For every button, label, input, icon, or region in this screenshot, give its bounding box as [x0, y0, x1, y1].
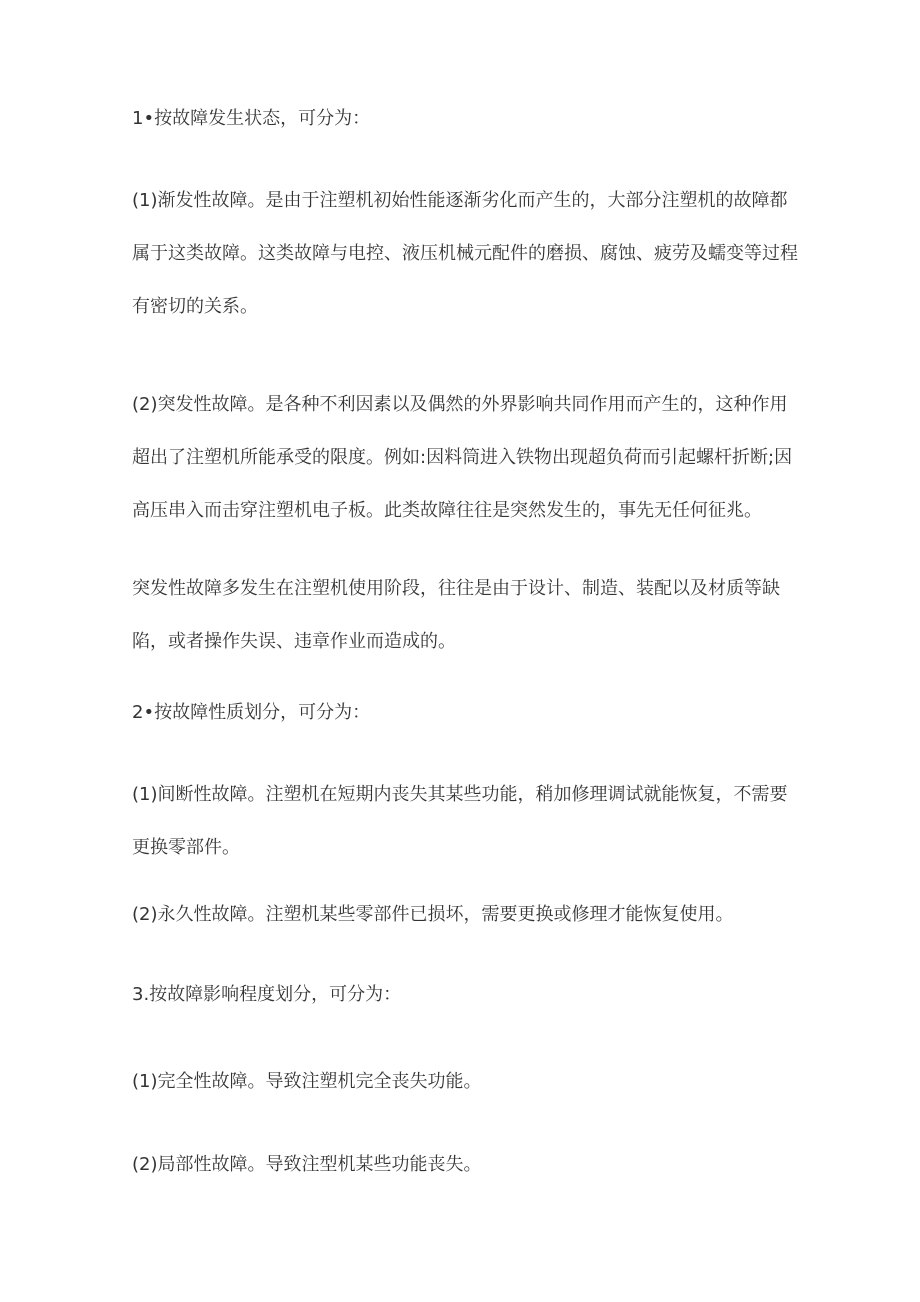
paragraph-intermittent-failure: (1)间断性故障。注塑机在短期内丧失其某些功能，稍加修理调试就能恢复，不需要更换零部件。: [132, 784, 788, 858]
paragraph-complete-failure: (1)完全性故障。导致注塑机完全丧失功能。: [132, 1071, 482, 1092]
heading-by-impact-degree: 3.按故障影响程度划分，可分为：: [132, 984, 402, 1005]
paragraph-gradual-failure: (1)渐发性故障。是由于注塑机初始性能逐渐劣化而产生的，大部分注塑机的故障都属于这类故障。这类故障与电控、液压机械元配件的磨损、腐蚀、疲劳及蠕变等过程有密切的关系。: [132, 190, 798, 317]
heading-by-failure-nature: 2•按故障性质划分，可分为：: [132, 702, 371, 723]
heading-by-occurrence-state: 1•按故障发生状态，可分为：: [132, 108, 371, 129]
paragraph-sudden-failure-causes: 突发性故障多发生在注塑机使用阶段，往往是由于设计、制造、装配以及材质等缺陷，或者操作失误、违章作业而造成的。: [132, 578, 780, 652]
paragraph-sudden-failure: (2)突发性故障。是各种不利因素以及偶然的外界影响共同作用而产生的，这种作用超出了注塑机所能承受的限度。例如:因料筒进入铁物出现超负荷而引起螺杆折断;因高压串入而击穿注塑机电子板。此类故障往往是突然发生的，事先无任何征兆。: [132, 394, 793, 521]
paragraph-permanent-failure: (2)永久性故障。注塑机某些零部件已损坏，需要更换或修理才能恢复使用。: [132, 904, 734, 925]
paragraph-partial-failure: (2)局部性故障。导致注型机某些功能丧失。: [132, 1154, 482, 1175]
